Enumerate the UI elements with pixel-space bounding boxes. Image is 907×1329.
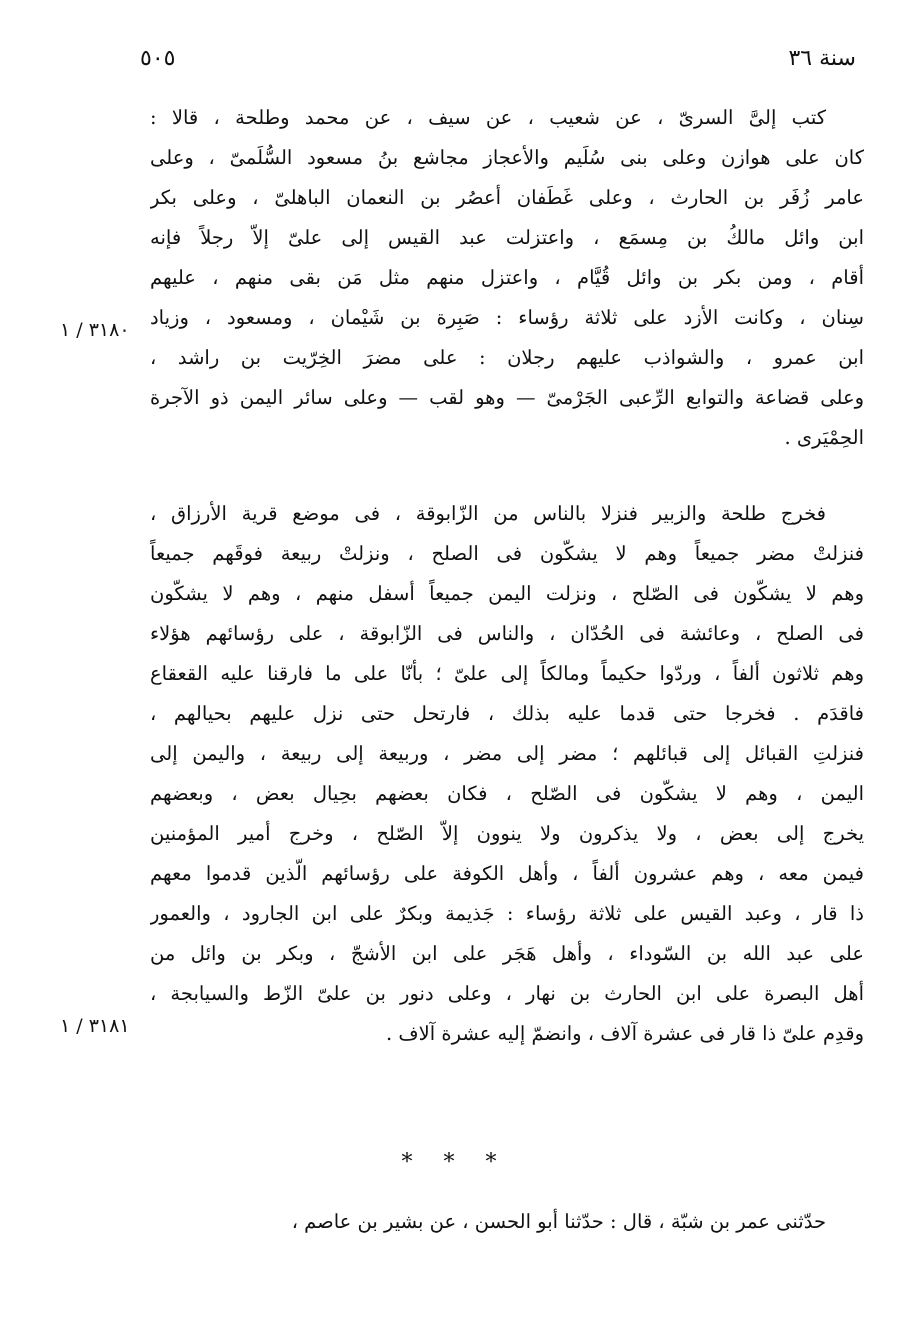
section-separator: * * * (401, 1150, 509, 1175)
margin-note-2: ٣١٨١ / ١ (60, 1015, 130, 1037)
text-line: وهم ثلاثون ألفاً ، وردّوا حكيماً ومالكاً إلى علىّ ؛ بأنّا على ما فارقنا عليه القعقاع (150, 662, 864, 685)
text-line: سِنان ، وكانت الأزد على ثلاثة رؤساء : صَبِرة بن شَيْمان ، ومسعود ، وزياد (150, 306, 864, 329)
text-line: فنزلتْ مضر جميعاً وهم لا يشكّون فى الصلح ، ونزلتْ ربيعة فوقَهم جميعاً (150, 542, 864, 565)
text-line: كان على هوازن وعلى بنى سُلَيم والأعجاز مجاشع بنُ مسعود السُّلَمىّ ، وعلى (150, 146, 864, 169)
text-line: حدّثنى عمر بن شبّة ، قال : حدّثنا أبو الحسن ، عن بشير بن عاصم ، (291, 1210, 826, 1233)
paragraph-2 (150, 494, 864, 1054)
page-number: ٥٠٥ (140, 46, 176, 71)
text-line: فخرج طلحة والزبير فنزلا بالناس من الزّابوقة ، فى موضع قرية الأرزاق ، (150, 502, 826, 525)
text-line: اليمن ، وهم لا يشكّون فى الصّلح ، فكان بعضهم بحِيال بعض ، وبعضهم (150, 782, 864, 805)
running-header-year: سنة ٣٦ (788, 46, 856, 71)
text-line: عامر زُفَر بن الحارث ، وعلى غَطَفان أعصُر بن النعمان الباهلىّ ، وعلى بكر (150, 186, 864, 209)
text-line: ذا قار ، وعبد القيس على ثلاثة رؤساء : جَذيمة وبكرٌ على ابن الجارود ، والعمور (150, 902, 864, 925)
paragraph-3 (150, 1202, 864, 1242)
text-line: فيمن معه ، وهم عشرون ألفاً ، وأهل الكوفة على رؤسائهم الّذين قدموا معهم (150, 862, 864, 885)
text-line: فاقدَم . فخرجا حتى قدما عليه بذلك ، فارتحل حتى نزل عليهم بحيالهم ، (150, 702, 864, 725)
text-line: على عبد الله بن السّوداء ، وأهل هَجَر على ابن الأشجّ ، وبكر بن وائل من (150, 942, 864, 965)
text-line: ابن وائل مالكُ بن مِسمَع ، واعتزلت عبد القيس إلى علىّ إلاّ رجلاً فإنه (150, 226, 864, 249)
text-line: الحِمْيَرى . (784, 426, 864, 449)
text-line: وهم لا يشكّون فى الصّلح ، ونزلت اليمن جميعاً أسفل منهم ، وهم لا يشكّون (150, 582, 864, 605)
margin-note-1: ٣١٨٠ / ١ (60, 319, 130, 341)
paragraph-1 (150, 98, 864, 458)
text-line: أهل البصرة على ابن الحارث بن نهار ، وعلى دنور بن علىّ الزّط والسيابجة ، (150, 982, 864, 1005)
text-line: يخرج إلى بعض ، ولا يذكرون ولا ينوون إلاّ الصّلح ، وخرج أمير المؤمنين (150, 822, 864, 845)
text-line: فنزلتِ القبائل إلى قبائلهم ؛ مضر إلى مضر ، وربيعة إلى ربيعة ، واليمن إلى (150, 742, 864, 765)
text-line: فى الصلح ، وعائشة فى الحُدّان ، والناس فى الزّابوقة ، على رؤسائهم هؤلاء (150, 622, 864, 645)
text-line: وقدِم علىّ ذا قار فى عشرة آلاف ، وانضمّ إليه عشرة آلاف . (386, 1022, 864, 1045)
text-line: وعلى قضاعة والتوابع الرِّعبى الجَرْمىّ — وهو لقب — وعلى سائر اليمن ذو الآجرة (150, 386, 864, 409)
text-line: أقام ، ومن بكر بن وائل قُيَّام ، واعتزل منهم مثل مَن بقى منهم ، عليهم (150, 266, 864, 289)
text-line: كتب إلىَّ السرىّ ، عن شعيب ، عن سيف ، عن محمد وطلحة ، قالا : (150, 106, 826, 129)
text-line: ابن عمرو ، والشواذب عليهم رجلان : على مضرَ الخِرّيت بن راشد ، (150, 346, 864, 369)
